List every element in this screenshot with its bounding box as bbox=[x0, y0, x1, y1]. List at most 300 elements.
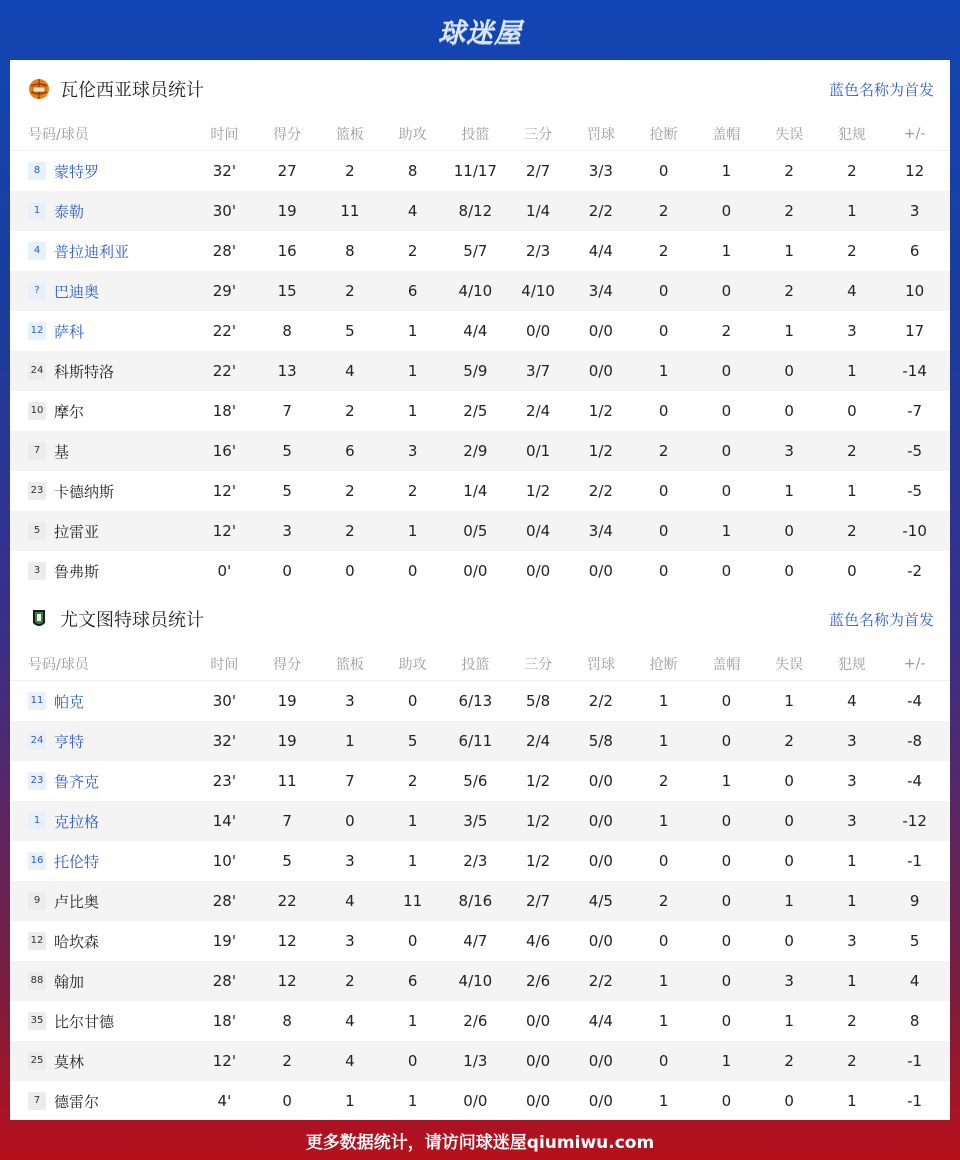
stat-cell: 16' bbox=[212, 442, 236, 460]
stat-cell: 2/2 bbox=[588, 972, 613, 990]
stat-cell: 4/5 bbox=[588, 892, 613, 910]
stat-cell: 2 bbox=[345, 402, 355, 420]
stat-cell: 0 bbox=[847, 402, 857, 420]
stat-cell: 16 bbox=[277, 242, 297, 260]
stat-cell: 4 bbox=[847, 692, 857, 710]
stat-cell: 6 bbox=[345, 442, 355, 460]
stat-cell: 2 bbox=[847, 1012, 857, 1030]
player-name-link[interactable]: 鲁齐克 bbox=[54, 772, 100, 791]
stat-cell: 0 bbox=[721, 972, 732, 990]
stat-cell: 0 bbox=[721, 892, 732, 910]
stat-cell: 14' bbox=[212, 812, 236, 830]
player-name-link[interactable]: 泰勒 bbox=[54, 202, 85, 221]
stat-cell: 1 bbox=[407, 402, 418, 420]
player-name-link[interactable]: 萨科 bbox=[54, 322, 85, 341]
column-header: +/- bbox=[903, 126, 926, 142]
jersey-number-badge: 11 bbox=[28, 692, 46, 710]
stat-cell: 0 bbox=[784, 812, 794, 830]
player-name-link[interactable]: 普拉迪利亚 bbox=[54, 242, 130, 261]
stat-cell: 32' bbox=[212, 162, 236, 180]
stat-cell: 2 bbox=[784, 282, 794, 300]
stat-cell: 3 bbox=[909, 202, 920, 220]
stat-cell: 19 bbox=[277, 732, 297, 750]
stat-cell: 0 bbox=[658, 522, 669, 540]
stat-cell: 0/0 bbox=[526, 562, 551, 580]
stat-cell: 18' bbox=[212, 1012, 236, 1030]
player-cell bbox=[10, 1011, 193, 1032]
valencia-basketball-logo-icon bbox=[28, 78, 50, 100]
player-cell bbox=[10, 401, 193, 422]
stat-cell: 2/6 bbox=[526, 972, 551, 990]
stat-cell: 1 bbox=[721, 522, 732, 540]
stat-cell: 0 bbox=[721, 812, 732, 830]
stat-cell: 2 bbox=[658, 242, 669, 260]
stat-cell: 4/7 bbox=[463, 932, 488, 950]
player-cell bbox=[10, 931, 193, 952]
jersey-number-badge: 23 bbox=[28, 772, 46, 790]
stat-cell: 2 bbox=[345, 972, 355, 990]
stat-cell: 28' bbox=[212, 892, 236, 910]
player-name-link[interactable]: 托伦特 bbox=[54, 852, 100, 871]
player-row[interactable] bbox=[10, 1001, 950, 1041]
stat-cell: 0 bbox=[721, 732, 732, 750]
stat-cell: 0 bbox=[658, 402, 669, 420]
player-cell bbox=[10, 1051, 193, 1072]
stat-cell: 2 bbox=[658, 202, 669, 220]
column-header: 犯规 bbox=[837, 127, 866, 143]
stat-cell: 6 bbox=[407, 282, 418, 300]
player-name-link[interactable]: 翰加 bbox=[54, 972, 85, 991]
stat-cell: 1 bbox=[658, 972, 669, 990]
player-name-link[interactable]: 科斯特洛 bbox=[54, 362, 115, 381]
stat-cell: 5 bbox=[407, 732, 418, 750]
column-header: 时间 bbox=[210, 657, 239, 673]
starter-legend-note: 蓝色名称为首发 bbox=[828, 80, 934, 99]
stat-cell: 5/6 bbox=[463, 772, 488, 790]
column-header: 篮板 bbox=[335, 657, 364, 673]
stat-cell: 0 bbox=[784, 1092, 794, 1110]
player-name-link[interactable]: 卡德纳斯 bbox=[54, 482, 115, 501]
stat-cell: -12 bbox=[902, 812, 927, 830]
stat-cell: 15 bbox=[277, 282, 297, 300]
stat-cell: 1 bbox=[345, 732, 355, 750]
player-name-link[interactable]: 莫林 bbox=[54, 1052, 85, 1071]
player-row[interactable] bbox=[10, 961, 950, 1001]
stat-cell: 5/7 bbox=[463, 242, 488, 260]
column-header: 犯规 bbox=[837, 657, 866, 673]
stat-cell: 5/8 bbox=[526, 692, 551, 710]
stat-cell: 0 bbox=[658, 562, 669, 580]
stat-cell: 1 bbox=[784, 242, 794, 260]
stat-cell: 0 bbox=[847, 562, 857, 580]
player-name-link[interactable]: 克拉格 bbox=[54, 812, 100, 831]
stat-cell: 8/12 bbox=[458, 202, 493, 220]
stat-cell: 1 bbox=[407, 322, 418, 340]
stat-cell: -8 bbox=[907, 732, 923, 750]
stat-cell: 6 bbox=[407, 972, 418, 990]
stat-cell: 2 bbox=[345, 162, 355, 180]
jersey-number-badge: 88 bbox=[28, 972, 46, 990]
stat-cell: 0 bbox=[784, 562, 794, 580]
stat-cell: 2/4 bbox=[526, 732, 551, 750]
team-header bbox=[10, 60, 950, 118]
stat-cell: 1 bbox=[721, 1052, 732, 1070]
stat-cell: 1 bbox=[721, 242, 732, 260]
stat-cell: 1 bbox=[784, 1012, 794, 1030]
stat-cell: 1 bbox=[658, 1012, 669, 1030]
player-name-link[interactable]: 比尔甘德 bbox=[54, 1012, 115, 1031]
column-header: +/- bbox=[903, 656, 926, 672]
stat-cell: -1 bbox=[907, 852, 923, 870]
stat-cell: 1/2 bbox=[526, 852, 551, 870]
column-header: 抢断 bbox=[649, 127, 678, 143]
stat-cell: 1 bbox=[847, 1092, 857, 1110]
stat-cell: 3 bbox=[784, 442, 794, 460]
stat-cell: 3 bbox=[847, 732, 857, 750]
stat-cell: 12' bbox=[212, 482, 236, 500]
stat-cell: 12' bbox=[212, 522, 236, 540]
stat-cell: 0 bbox=[345, 812, 355, 830]
stat-cell: 4/10 bbox=[521, 282, 555, 300]
stat-cell: 19 bbox=[277, 692, 297, 710]
team-stats-valencia bbox=[10, 60, 950, 591]
stat-cell: 0 bbox=[784, 362, 794, 380]
starter-legend-note: 蓝色名称为首发 bbox=[828, 610, 934, 629]
stat-cell: 12' bbox=[212, 1052, 236, 1070]
stat-cell: 2 bbox=[407, 772, 418, 790]
stat-cell: 0/0 bbox=[526, 1092, 551, 1110]
stat-cell: 0 bbox=[721, 402, 732, 420]
stat-cell: 0 bbox=[721, 362, 732, 380]
stat-cell: 2/7 bbox=[526, 892, 551, 910]
team-title: 尤文图特球员统计 bbox=[60, 610, 204, 631]
stat-cell: 1/2 bbox=[588, 402, 613, 420]
stat-cell: 1 bbox=[658, 692, 669, 710]
joventut-badge-logo-icon bbox=[28, 608, 50, 630]
player-row[interactable] bbox=[10, 921, 950, 961]
stat-cell: 22' bbox=[212, 322, 236, 340]
stat-cell: 5 bbox=[282, 442, 292, 460]
stat-cell: 2/6 bbox=[463, 1012, 488, 1030]
stat-cell: 18' bbox=[212, 402, 236, 420]
stat-cell: 0 bbox=[784, 402, 794, 420]
player-name-link[interactable]: 帕克 bbox=[54, 692, 85, 711]
column-header: 篮板 bbox=[335, 127, 364, 143]
stat-cell: 1/2 bbox=[526, 772, 551, 790]
stat-cell: 2 bbox=[658, 892, 669, 910]
stat-cell: 19' bbox=[212, 932, 236, 950]
stat-cell: 4 bbox=[847, 282, 857, 300]
stat-cell: 1 bbox=[658, 812, 669, 830]
stat-cell: 7 bbox=[282, 812, 292, 830]
stat-cell: 2 bbox=[345, 522, 355, 540]
stat-cell: 1 bbox=[407, 852, 418, 870]
stat-cell: 0/0 bbox=[526, 322, 551, 340]
stat-cell: 8 bbox=[407, 162, 418, 180]
stat-cell: 0/0 bbox=[588, 772, 613, 790]
stat-cell: 0 bbox=[345, 562, 355, 580]
stat-cell: 3 bbox=[282, 522, 292, 540]
player-row[interactable] bbox=[10, 511, 950, 551]
stat-cell: -5 bbox=[907, 482, 923, 500]
stat-cell: 2 bbox=[658, 442, 669, 460]
stat-cell: 2 bbox=[658, 772, 669, 790]
stat-cell: 2 bbox=[847, 442, 857, 460]
column-header: 投篮 bbox=[461, 657, 490, 673]
stat-cell: 0 bbox=[784, 522, 794, 540]
player-cell bbox=[10, 161, 193, 182]
stat-cell: 1 bbox=[721, 772, 732, 790]
stat-cell: 0 bbox=[282, 1092, 292, 1110]
player-cell bbox=[10, 481, 193, 502]
stat-cell: 12 bbox=[277, 972, 297, 990]
column-header: 投篮 bbox=[461, 127, 490, 143]
stat-cell: 3 bbox=[345, 852, 355, 870]
player-name-link[interactable]: 鲁弗斯 bbox=[54, 562, 100, 581]
stat-cell: 4 bbox=[345, 362, 355, 380]
player-row[interactable] bbox=[10, 841, 950, 881]
stat-cell: 0 bbox=[721, 442, 732, 460]
stat-cell: 12 bbox=[277, 932, 297, 950]
stat-cell: 1 bbox=[847, 482, 857, 500]
player-name-link[interactable]: 摩尔 bbox=[54, 402, 85, 421]
table-header-row bbox=[10, 118, 950, 151]
player-name-link[interactable]: 蒙特罗 bbox=[54, 162, 100, 181]
player-name-link[interactable]: 德雷尔 bbox=[54, 1092, 100, 1111]
stat-cell: 3 bbox=[847, 322, 857, 340]
stat-cell: 0/0 bbox=[526, 1052, 551, 1070]
stat-cell: 2 bbox=[282, 1052, 292, 1070]
player-row[interactable] bbox=[10, 1041, 950, 1081]
stat-cell: 0/0 bbox=[463, 1092, 488, 1110]
player-row[interactable] bbox=[10, 431, 950, 471]
stat-cell: 8/16 bbox=[458, 892, 493, 910]
stat-cell: 2 bbox=[721, 322, 732, 340]
player-row[interactable] bbox=[10, 761, 950, 801]
player-cell bbox=[10, 691, 193, 712]
stat-cell: 0 bbox=[721, 562, 732, 580]
column-header: 失误 bbox=[775, 127, 804, 143]
player-row[interactable] bbox=[10, 881, 950, 921]
stat-cell: 0 bbox=[721, 202, 732, 220]
stat-cell: 5/8 bbox=[588, 732, 613, 750]
stat-cell: 5 bbox=[345, 322, 355, 340]
stat-cell: 10 bbox=[905, 282, 925, 300]
stat-cell: 1 bbox=[658, 1092, 669, 1110]
stat-cell: 1 bbox=[784, 322, 794, 340]
stat-cell: 0 bbox=[784, 772, 794, 790]
stat-cell: 2 bbox=[847, 522, 857, 540]
stat-cell: -4 bbox=[907, 692, 923, 710]
stat-cell: 2/2 bbox=[588, 202, 613, 220]
stat-cell: 3 bbox=[407, 442, 418, 460]
stat-cell: 30' bbox=[212, 202, 236, 220]
jersey-number-badge: 24 bbox=[28, 732, 46, 750]
stat-cell: 6/11 bbox=[458, 732, 493, 750]
stat-cell: 0/0 bbox=[588, 932, 613, 950]
column-header: 号码/球员 bbox=[28, 657, 89, 673]
stat-cell: -5 bbox=[907, 442, 923, 460]
stat-cell: 0/5 bbox=[463, 522, 488, 540]
column-header: 盖帽 bbox=[712, 127, 741, 143]
player-name-link[interactable]: 基 bbox=[54, 442, 70, 461]
team-header bbox=[10, 590, 950, 648]
jersey-number-badge: 35 bbox=[28, 1012, 46, 1030]
stat-cell: 0 bbox=[658, 322, 669, 340]
stat-cell: 4 bbox=[345, 892, 355, 910]
stat-cell: 0/0 bbox=[588, 322, 613, 340]
player-row[interactable] bbox=[10, 271, 950, 311]
stat-cell: 1 bbox=[847, 202, 857, 220]
player-cell bbox=[10, 771, 193, 792]
player-cell bbox=[10, 811, 193, 832]
jersey-number-badge: 16 bbox=[28, 852, 46, 870]
stat-cell: 29' bbox=[212, 282, 236, 300]
player-cell bbox=[10, 1091, 193, 1112]
stat-cell: 1 bbox=[658, 362, 669, 380]
stat-cell: 2 bbox=[784, 162, 794, 180]
stat-cell: 1 bbox=[658, 732, 669, 750]
column-header: 时间 bbox=[210, 127, 239, 143]
stat-cell: 2/9 bbox=[463, 442, 488, 460]
column-header: 失误 bbox=[775, 657, 804, 673]
player-row[interactable] bbox=[10, 801, 950, 841]
stat-cell: 1/3 bbox=[463, 1052, 488, 1070]
stat-cell: 6 bbox=[909, 242, 920, 260]
stat-cell: -7 bbox=[907, 402, 923, 420]
player-cell bbox=[10, 321, 193, 342]
stat-cell: 1 bbox=[847, 852, 857, 870]
stat-cell: 2/5 bbox=[463, 402, 488, 420]
stat-cell: 2/2 bbox=[588, 482, 613, 500]
stat-cell: 8 bbox=[909, 1012, 920, 1030]
stat-cell: 8 bbox=[282, 322, 292, 340]
qiumiwu-logo: 球迷屋 bbox=[438, 17, 522, 49]
stat-cell: 1 bbox=[407, 362, 418, 380]
player-row[interactable] bbox=[10, 311, 950, 351]
jersey-number-badge: 4 bbox=[28, 242, 46, 260]
jersey-number-badge: 9 bbox=[28, 892, 46, 910]
stat-cell: 11 bbox=[403, 892, 423, 910]
stat-cell: 4/6 bbox=[526, 932, 551, 950]
stat-cell: 1 bbox=[407, 1092, 418, 1110]
stat-cell: 8 bbox=[345, 242, 355, 260]
player-name-link[interactable]: 巴迪奥 bbox=[54, 282, 100, 301]
stat-cell: 17 bbox=[905, 322, 925, 340]
stat-cell: 0 bbox=[721, 282, 732, 300]
stat-cell: 2/4 bbox=[526, 402, 551, 420]
player-row[interactable] bbox=[10, 681, 950, 721]
stat-cell: 3/7 bbox=[526, 362, 551, 380]
stat-cell: 1 bbox=[407, 812, 418, 830]
column-header: 助攻 bbox=[398, 127, 427, 143]
column-header: 号码/球员 bbox=[28, 127, 89, 143]
jersey-number-badge: 25 bbox=[28, 1052, 46, 1070]
stat-cell: 0 bbox=[282, 562, 292, 580]
stat-cell: 2 bbox=[345, 282, 355, 300]
stat-cell: 13 bbox=[277, 362, 297, 380]
player-row[interactable] bbox=[10, 231, 950, 271]
jersey-number-badge: 3 bbox=[28, 562, 46, 580]
player-name-link[interactable]: 亨特 bbox=[54, 732, 85, 751]
stat-cell: -1 bbox=[907, 1052, 923, 1070]
stat-cell: 1 bbox=[407, 1012, 418, 1030]
stat-cell: 3 bbox=[847, 932, 857, 950]
stats-card bbox=[10, 60, 950, 1120]
stat-cell: 0' bbox=[217, 562, 232, 580]
player-cell bbox=[10, 971, 193, 992]
stat-cell: 0/0 bbox=[588, 1092, 613, 1110]
stat-cell: -4 bbox=[907, 772, 923, 790]
stat-cell: 2 bbox=[847, 162, 857, 180]
stat-cell: 11/17 bbox=[453, 162, 497, 180]
player-row[interactable] bbox=[10, 721, 950, 761]
player-row[interactable] bbox=[10, 471, 950, 511]
stat-cell: 0 bbox=[407, 692, 418, 710]
player-row[interactable] bbox=[10, 1081, 950, 1121]
stat-cell: 30' bbox=[212, 692, 236, 710]
jersey-number-badge: 10 bbox=[28, 402, 46, 420]
player-row[interactable] bbox=[10, 391, 950, 431]
stat-cell: 9 bbox=[909, 892, 920, 910]
column-header: 三分 bbox=[524, 127, 553, 143]
stat-cell: 4 bbox=[407, 202, 418, 220]
stat-cell: 2 bbox=[407, 242, 418, 260]
stat-cell: 2 bbox=[784, 732, 794, 750]
stat-cell: 1 bbox=[721, 162, 732, 180]
stat-cell: 4 bbox=[345, 1052, 355, 1070]
player-cell bbox=[10, 241, 193, 262]
player-name-link[interactable]: 拉雷亚 bbox=[54, 522, 100, 541]
column-header: 罚球 bbox=[586, 127, 615, 143]
stat-cell: 0/0 bbox=[588, 1052, 613, 1070]
player-row[interactable] bbox=[10, 551, 950, 591]
stat-cell: 0/0 bbox=[588, 852, 613, 870]
player-name-link[interactable]: 卢比奥 bbox=[54, 892, 100, 911]
player-cell bbox=[10, 201, 193, 222]
stat-cell: 11 bbox=[277, 772, 297, 790]
stat-cell: 1/4 bbox=[463, 482, 488, 500]
column-header: 三分 bbox=[524, 657, 553, 673]
stat-cell: 0 bbox=[721, 932, 732, 950]
stat-cell: 19 bbox=[277, 202, 297, 220]
player-row[interactable] bbox=[10, 151, 950, 191]
stat-cell: 4 bbox=[345, 1012, 355, 1030]
stat-cell: 1 bbox=[407, 522, 418, 540]
stat-cell: 3/4 bbox=[588, 522, 613, 540]
player-row[interactable] bbox=[10, 191, 950, 231]
stat-cell: 2 bbox=[784, 202, 794, 220]
table-header-row bbox=[10, 648, 950, 681]
player-cell bbox=[10, 361, 193, 382]
player-name-link[interactable]: 哈坎森 bbox=[54, 932, 100, 951]
stat-cell: 4' bbox=[217, 1092, 232, 1110]
stat-cell: 0 bbox=[721, 1012, 732, 1030]
stat-cell: 3 bbox=[847, 772, 857, 790]
stat-cell: 1/2 bbox=[588, 442, 613, 460]
player-row[interactable] bbox=[10, 351, 950, 391]
stat-cell: 0 bbox=[658, 162, 669, 180]
jersey-number-badge: 24 bbox=[28, 362, 46, 380]
column-header: 抢断 bbox=[649, 657, 678, 673]
footer-banner bbox=[0, 1120, 960, 1160]
stat-cell: -14 bbox=[902, 362, 927, 380]
stat-cell: 1 bbox=[847, 892, 857, 910]
stat-cell: 22 bbox=[277, 892, 297, 910]
column-header: 得分 bbox=[273, 127, 302, 143]
stat-cell: 2/7 bbox=[526, 162, 551, 180]
stat-cell: 1 bbox=[345, 1092, 355, 1110]
